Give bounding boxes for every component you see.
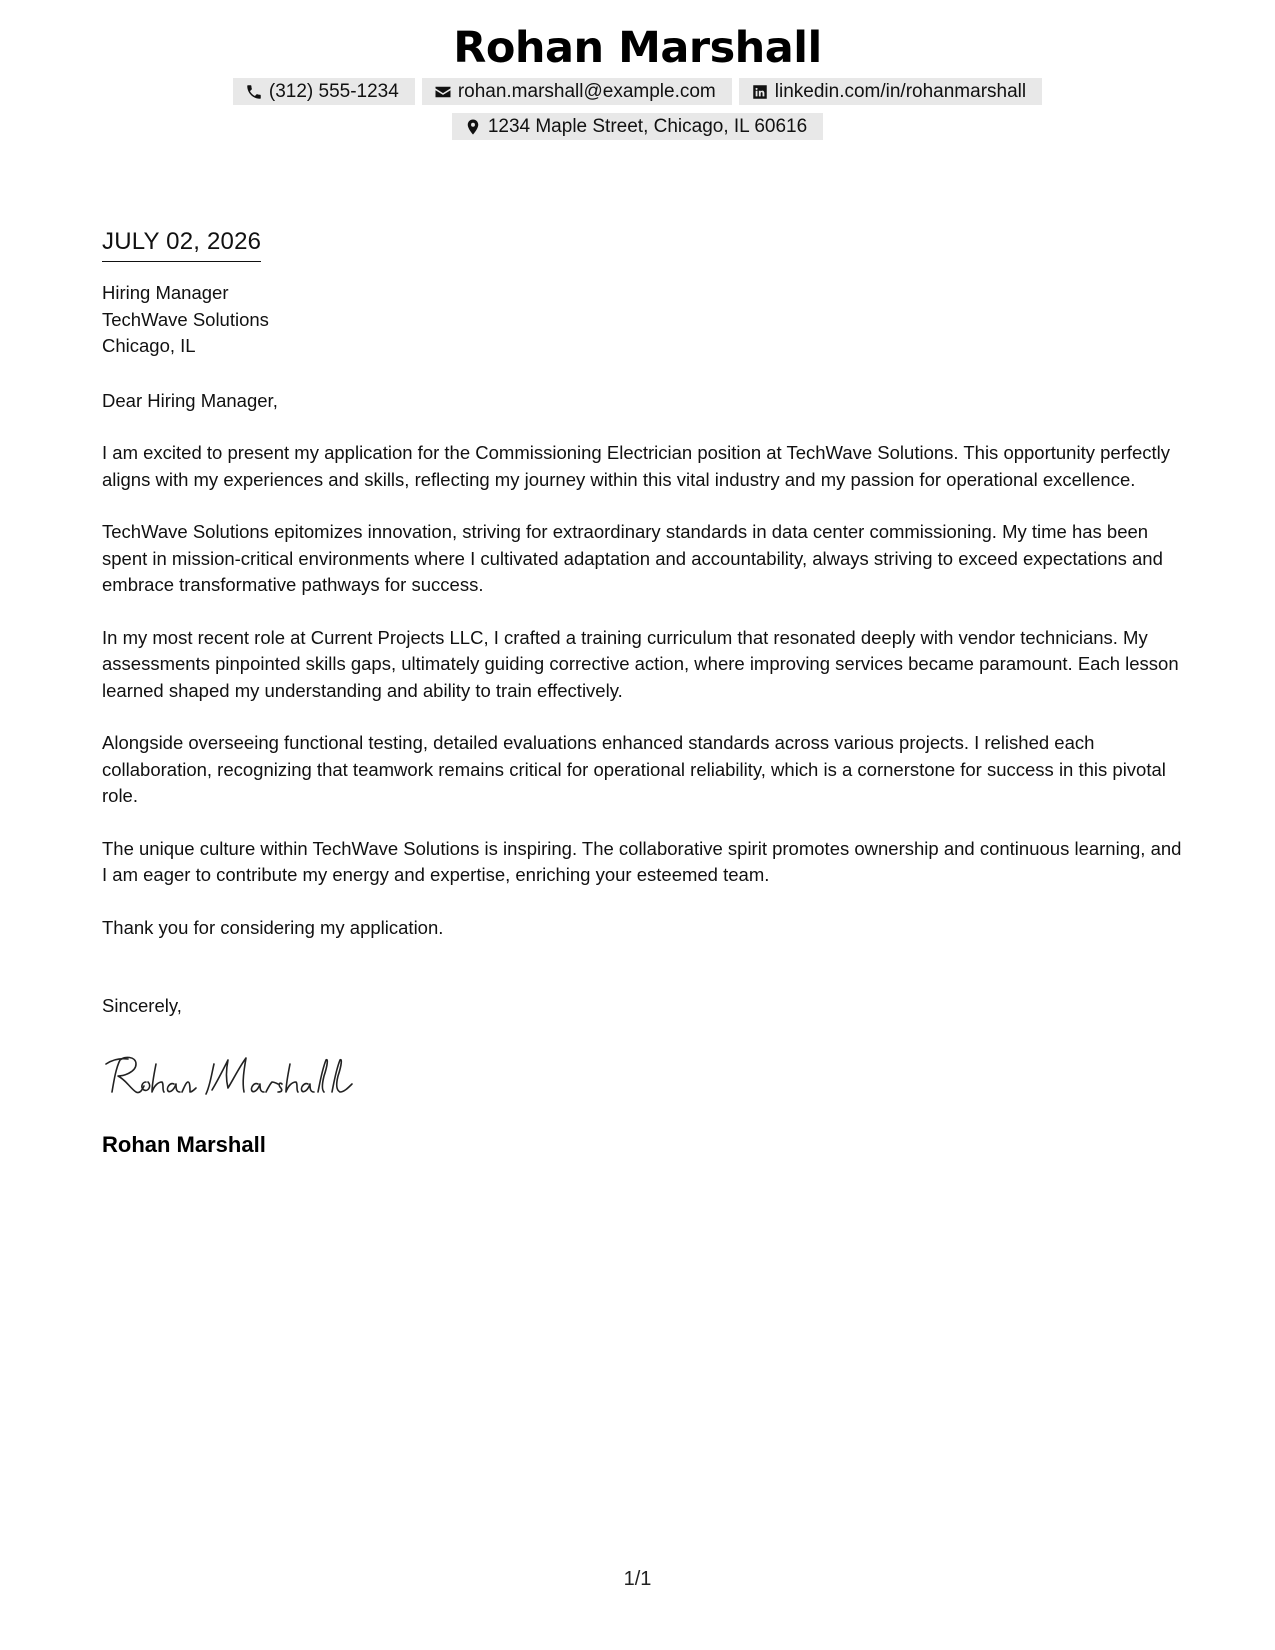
closing: Sincerely, bbox=[102, 995, 182, 1016]
linkedin-chip bbox=[739, 78, 1042, 105]
recipient-location: Chicago, IL bbox=[102, 335, 196, 356]
paragraph: I am excited to present my application for the Commissioning Electrician position at TechWave Solutions. This opportunity perfectly aligns with my experiences and skills, reflecting my journey within this vital industry and my passion for operational excellence. bbox=[102, 442, 1171, 490]
envelope-icon bbox=[434, 83, 452, 101]
signer-name: Rohan Marshall bbox=[102, 1131, 266, 1157]
address-row bbox=[0, 113, 1275, 140]
phone-text: (312) 555-1234 bbox=[268, 80, 399, 102]
phone-chip bbox=[233, 78, 415, 105]
page-number: 1/1 bbox=[623, 1568, 652, 1590]
linkedin-text: linkedin.com/in/rohanmarshall bbox=[774, 80, 1027, 102]
phone-icon bbox=[245, 83, 263, 101]
paragraph: TechWave Solutions epitomizes innovation, striving for extraordinary standards in data center commissioning. My time has been spent in mission-critical environments where I cultivated adaptation and accountability, always striving to exceed expectations and embrace transformative pathways for success. bbox=[102, 521, 1163, 595]
recipient-block bbox=[102, 280, 1182, 360]
recipient-company: TechWave Solutions bbox=[102, 308, 269, 330]
contact-row bbox=[0, 78, 1275, 105]
signature-image bbox=[102, 1050, 362, 1106]
letter-header bbox=[0, 22, 1275, 140]
paragraph: Thank you for considering my application. bbox=[102, 916, 444, 938]
recipient-title: Hiring Manager bbox=[102, 282, 229, 303]
paragraph: The unique culture within TechWave Solutions is inspiring. The collaborative spirit promotes ownership and continuous learning, and I am eager to contribute my energy and expertise, enriching your esteemed team. bbox=[102, 837, 1182, 885]
email-text: rohan.marshall@example.com bbox=[457, 80, 716, 102]
letter-date: JULY 02, 2026 bbox=[102, 226, 261, 262]
email-chip bbox=[422, 78, 732, 105]
paragraph: In my most recent role at Current Projects LLC, I crafted a training curriculum that resonated deeply with vendor technicians. My assessments pinpointed skills gaps, ultimately guiding corrective action, where improving services became paramount. Each lesson learned shaped my understanding and ability to train effectively. bbox=[102, 626, 1179, 701]
handwritten-signature bbox=[102, 1050, 1182, 1106]
map-marker-icon bbox=[464, 118, 482, 136]
paragraph: Alongside overseeing functional testing, detailed evaluations enhanced standards across various projects. I relished each collaboration, recognizing that teamwork remains critical for operational reliability, which is a cornerstone for success in this pivotal role. bbox=[102, 732, 1166, 806]
address-text: 1234 Maple Street, Chicago, IL 60616 bbox=[487, 115, 808, 137]
linkedin-icon bbox=[751, 83, 769, 101]
applicant-name: Rohan Marshall bbox=[453, 23, 822, 73]
salutation: Dear Hiring Manager, bbox=[102, 389, 278, 411]
letter-body bbox=[102, 226, 1182, 1158]
address-chip bbox=[452, 113, 823, 140]
